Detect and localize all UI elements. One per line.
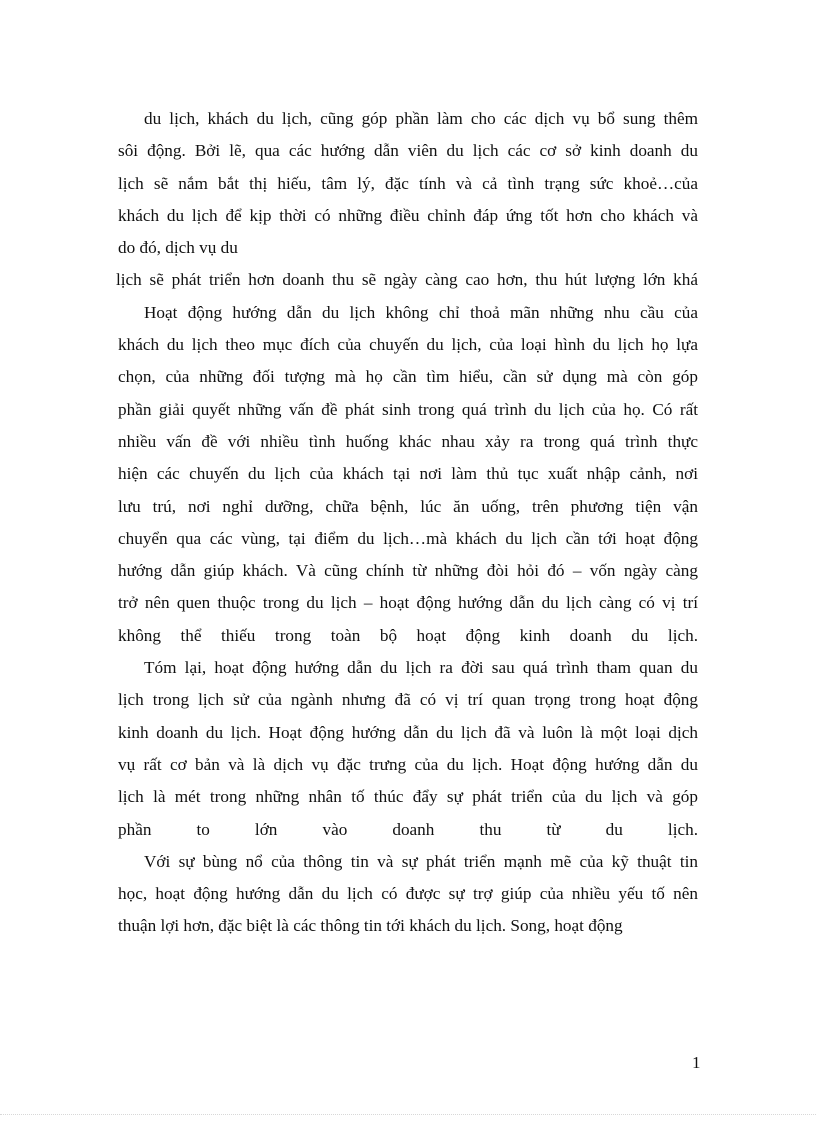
text-line: lịch trong lịch sử của ngành nhưng đã có vị trí quan trọng trong hoạt động	[118, 690, 698, 710]
text-line: lịch là mét trong những nhân tố thúc đẩy sự phát triển của du lịch và góp	[118, 787, 698, 807]
text-line: hiện các chuyến du lịch của khách tại nơi làm thủ tục xuất nhập cảnh, nơi	[118, 464, 698, 484]
text-line: vụ rất cơ bản và là dịch vụ đặc trưng của du lịch. Hoạt động hướng dẫn du	[118, 754, 698, 774]
text-line: Với sự bùng nổ của thông tin và sự phát triển mạnh mẽ của kỹ thuật tin	[144, 851, 698, 871]
text-line: không thể thiếu trong toàn bộ hoạt động kinh doanh du lịch.	[118, 625, 698, 645]
text-line: Hoạt động hướng dẫn du lịch không chỉ thoả mãn những nhu cầu của	[144, 302, 698, 322]
page-number: 1	[692, 1053, 701, 1072]
text-line: Tóm lại, hoạt động hướng dẫn du lịch ra đời sau quá trình tham quan du	[144, 658, 698, 678]
text-line: lịch sẽ phát triển hơn doanh thu sẽ ngày càng cao hơn, thu hút lượng lớn khá	[116, 270, 698, 290]
text-line: lưu trú, nơi nghỉ dưỡng, chữa bệnh, lúc ăn uống, trên phương tiện vận	[118, 496, 698, 516]
text-line: học, hoạt động hướng dẫn du lịch có được sự trợ giúp của nhiều yếu tố nên	[118, 884, 698, 904]
text-line: khách du lịch theo mục đích của chuyến du lịch, của loại hình du lịch họ lựa	[118, 335, 698, 355]
body-text	[118, 103, 698, 943]
text-line: du lịch, khách du lịch, cũng góp phần làm cho các dịch vụ bổ sung thêm	[144, 109, 698, 128]
text-line: phần to lớn vào doanh thu từ du lịch.	[118, 819, 698, 839]
text-line: thuận lợi hơn, đặc biệt là các thông tin tới khách du lịch. Song, hoạt động	[118, 916, 623, 936]
text-line: lịch sẽ nắm bắt thị hiếu, tâm lý, đặc tính và cả tình trạng sức khoẻ…của	[118, 173, 698, 193]
text-line: chuyển qua các vùng, tại điểm du lịch…mà khách du lịch cần tới hoạt động	[118, 528, 698, 548]
text-line: sôi động. Bởi lẽ, qua các hướng dẫn viên du lịch các cơ sở kinh doanh du	[118, 141, 698, 161]
text-line: nhiều vấn đề với nhiều tình huống khác nhau xảy ra trong quá trình thực	[118, 431, 698, 451]
text-line: do đó, dịch vụ du	[118, 238, 238, 258]
page-bottom-border	[0, 1114, 816, 1115]
text-line: chọn, của những đối tượng mà họ cần tìm hiểu, cần sử dụng mà còn góp	[118, 367, 698, 387]
text-line: khách du lịch để kịp thời có những điều chỉnh đáp ứng tốt hơn cho khách và	[118, 205, 698, 225]
text-line: phần giải quyết những vấn đề phát sinh trong quá trình du lịch của họ. Có rất	[118, 399, 698, 419]
text-line: kinh doanh du lịch. Hoạt động hướng dẫn du lịch đã và luôn là một loại dịch	[118, 722, 698, 742]
text-line: hướng dẫn giúp khách. Và cũng chính từ những đòi hỏi đó – vốn ngày càng	[118, 561, 698, 581]
text-line: trở nên quen thuộc trong du lịch – hoạt động hướng dẫn du lịch càng có vị trí	[118, 593, 698, 613]
